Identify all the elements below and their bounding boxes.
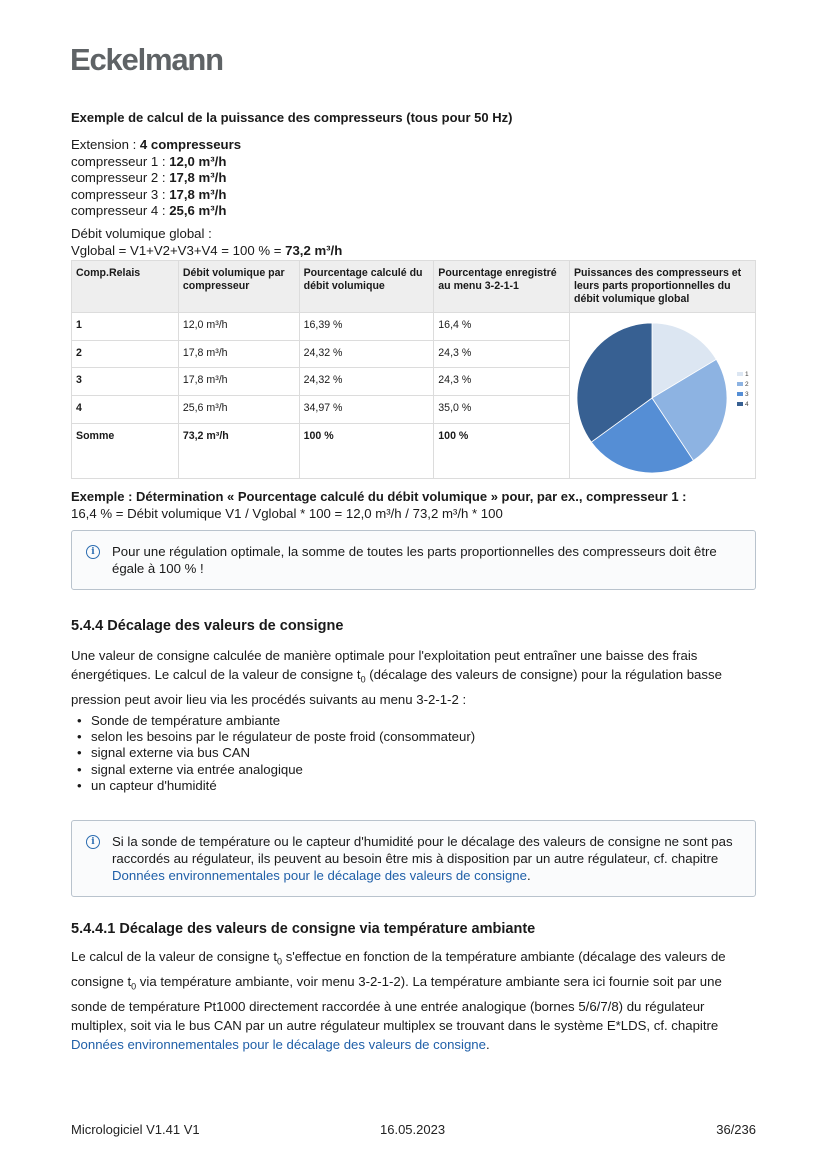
extension-value: 4 compresseurs [139,137,242,152]
cell-calc: 16,39 % [299,313,434,341]
cell-relais: Somme [72,423,179,478]
compressor-label: compresseur 2 : [71,170,170,186]
header-comp-relais: Comp.Relais [72,261,179,313]
cell-calc: 34,97 % [299,396,434,424]
example-title: Exemple de calcul de la puissance des compresseurs (tous pour 50 Hz) [71,110,513,125]
compressor-table [71,260,756,479]
section-paragraph: Le calcul de la valeur de consigne $t_0$ s'effectue en fonction de la température ambiante (décalage des valeurs de consigne $t_0$ via température ambiante, voir menu 3-2-1-2). La température ambiante sera ici fournie soit par une sonde de température Pt1000 directement raccordée à une entrée analogique (bornes 5/6/7/8) du régulateur multiplex, soit via le bus CAN par un autre régulateur multiplex se trouvant dans le système E*LDS, cf. chapitre Données environnementales pour le décalage des valeurs de consigne. [71,949,726,1052]
pie-legend [737,369,749,409]
cell-enreg: 100 % [434,423,570,478]
footer-date: 16.05.2023 [380,1122,446,1137]
header-chart: Puissances des compresseurs et leurs parts proportionnelles du débit volumique global [569,261,755,313]
footer-page-number: 36/236 [716,1122,756,1137]
pie-chart-svg [570,313,755,478]
header-debit: Débit volumique par compresseur [178,261,299,313]
page-footer [71,1122,756,1137]
note-text: Si la sonde de température ou le capteur d'humidité pour le décalage des valeurs de consigne ne sont pas raccordés au régulateur, ils peuvent au besoin être mis à disposition par un autre régulateur, cf. chapitre [112,834,733,867]
global-value: 73,2 m³/h [285,242,343,258]
page-content [71,110,756,1054]
cell-debit: 12,0 m³/h [178,313,299,341]
list-item: • selon les besoins par le régulateur de poste froid (consommateur) [91,729,756,745]
compressor-list [71,137,756,259]
compressor-value: 17,8 m³/h [169,170,227,186]
info-icon: i [86,545,100,559]
cell-enreg: 24,3 % [434,340,570,368]
cell-enreg: 16,4 % [434,313,570,341]
compressor-value: 12,0 m³/h [169,153,227,169]
cell-debit: 17,8 m³/h [178,340,299,368]
compressor-label: compresseur 3 : [71,186,170,202]
table-header-row [72,261,756,313]
legend-item: 4 [737,399,749,409]
eckelmann-logo: Eckelmann [70,42,223,77]
legend-item: 1 [737,369,749,379]
global-label: Débit volumique global : [71,225,212,241]
cell-calc: 24,32 % [299,368,434,396]
section-heading-5-4-4: 5.4.4 Décalage des valeurs de consigne [71,618,344,635]
section-heading-5-4-4-1: 5.4.4.1 Décalage des valeurs de consigne via température ambiante [71,921,536,938]
table-row [72,313,756,341]
list-item: • Sonde de température ambiante [91,713,756,729]
cell-relais: 3 [72,368,179,396]
list-item: • un capteur d'humidité [91,778,756,794]
cell-debit: 25,6 m³/h [178,396,299,424]
cell-enreg: 24,3 % [434,368,570,396]
legend-item: 2 [737,379,749,389]
explanation-text: 16,4 % = Débit volumique V1 / Vglobal * 100 = 12,0 m³/h / 73,2 m³/h * 100 [71,506,503,522]
list-item: • signal externe via entrée analogique [91,762,756,778]
pie-chart [570,313,755,478]
info-icon: i [86,835,100,849]
cell-relais: 4 [72,396,179,424]
cell-debit: 73,2 m³/h [178,423,299,478]
extension-label: Extension : [71,137,140,152]
note-text: Pour une régulation optimale, la somme de toutes les parts proportionnelles des compresseurs doit être égale à 100 % ! [112,544,717,577]
section-paragraph: Une valeur de consigne calculée de manière optimale pour l'exploitation peut entraîner une baisse des frais énergétiques. Le calcul de la valeur de consigne $t_0$ (décalage des valeurs de consigne) pour la régulation basse pression peut avoir lieu via les procédés suivants au menu 3-2-1-2 : [71,648,722,707]
global-formula: Vglobal = V1+V2+V3+V4 = 100 % = [71,242,286,258]
cell-calc: 100 % [299,423,434,478]
info-note-sensor: i Si la sonde de température ou le capteur d'humidité pour le décalage des valeurs de consigne ne sont pas raccordés au régulateur, ils peuvent au besoin être mis à disposition par un autre régulateur, cf. chapitre Données environnementales pour le décalage des valeurs de consigne. [71,820,756,897]
header-pourcentage-calcule: Pourcentage calculé du débit volumique [299,261,434,313]
compressor-label: compresseur 1 : [71,153,170,169]
info-note-sum [71,530,756,590]
link-donnees-environnementales[interactable]: Données environnementales pour le décalage des valeurs de consigne [71,1036,486,1052]
compressor-label: compresseur 4 : [71,203,170,219]
explanation-title: Exemple : Détermination « Pourcentage calculé du débit volumique » pour, par ex., compresseur 1 : [71,489,687,505]
link-donnees-environnementales[interactable]: Données environnementales pour le décalage des valeurs de consigne [112,868,527,884]
method-list [71,713,756,794]
compressor-value: 25,6 m³/h [169,203,227,219]
pie-chart-cell [569,313,755,479]
cell-calc: 24,32 % [299,340,434,368]
compressor-value: 17,8 m³/h [169,186,227,202]
footer-firmware-version: Micrologiciel V1.41 V1 [71,1122,200,1137]
list-item: • signal externe via bus CAN [91,745,756,761]
legend-item: 3 [737,389,749,399]
cell-relais: 1 [72,313,179,341]
cell-enreg: 35,0 % [434,396,570,424]
cell-debit: 17,8 m³/h [178,368,299,396]
header-pourcentage-enregistre: Pourcentage enregistré au menu 3-2-1-1 [434,261,570,313]
cell-relais: 2 [72,340,179,368]
